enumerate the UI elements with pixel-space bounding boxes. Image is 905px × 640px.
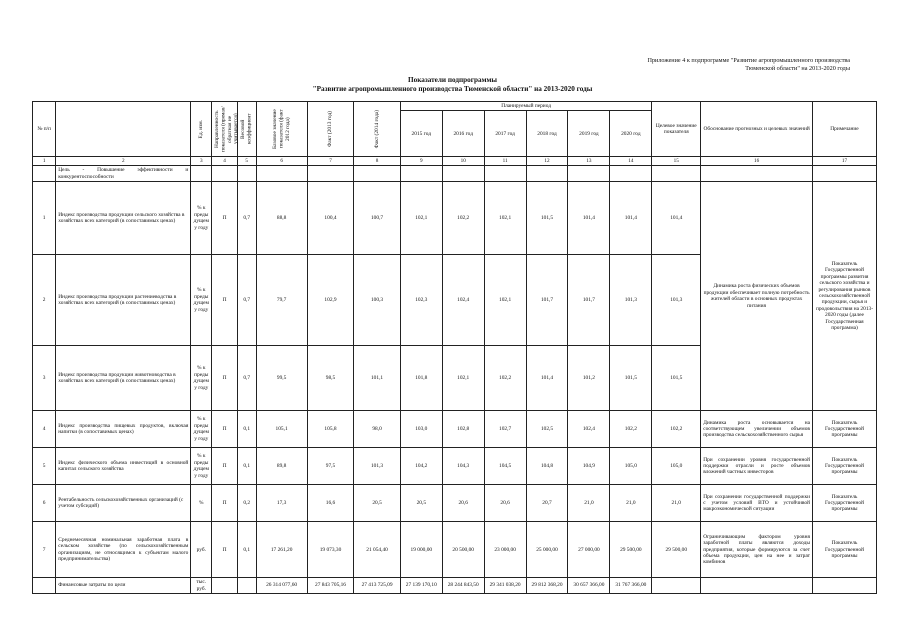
finance-name: Финансовые затраты по цели xyxy=(56,578,191,594)
year-2015-cell: 19 000,00 xyxy=(400,522,442,578)
unit-cell: руб. xyxy=(191,522,212,578)
goal-row xyxy=(33,166,877,182)
year-2018-cell: 101,7 xyxy=(526,255,568,346)
fact-2013-cell: 16,6 xyxy=(307,485,354,522)
year-2020-cell: 21,0 xyxy=(610,485,652,522)
header-2019: 2019 год xyxy=(568,111,610,157)
header-row xyxy=(33,102,877,111)
fact-2014-cell: 101,3 xyxy=(354,448,401,485)
row-number: 4 xyxy=(33,411,56,448)
year-2019-cell: 101,4 xyxy=(568,182,610,255)
colnum: 4 xyxy=(212,157,238,166)
year-2015-cell: 102,3 xyxy=(400,255,442,346)
weight-cell: 0,7 xyxy=(237,346,256,411)
year-2015-cell: 101,8 xyxy=(400,346,442,411)
year-2015-cell: 104,2 xyxy=(400,448,442,485)
column-number-row xyxy=(33,157,877,166)
fact-2014-cell: 100,7 xyxy=(354,182,401,255)
year-2019-cell: 27 000,00 xyxy=(568,522,610,578)
year-2016-cell: 20,6 xyxy=(442,485,484,522)
colnum: 13 xyxy=(568,157,610,166)
base-cell: 17,3 xyxy=(256,485,307,522)
fact-2014-cell: 98,0 xyxy=(354,411,401,448)
direction-cell: П xyxy=(212,448,238,485)
year-2018-cell: 25 000,00 xyxy=(526,522,568,578)
header-name xyxy=(56,102,191,157)
header-2018: 2018 год xyxy=(526,111,568,157)
header-planned: Планируемый период xyxy=(400,102,651,111)
weight-cell: 0,1 xyxy=(237,522,256,578)
row-number: 5 xyxy=(33,448,56,485)
title-line-1: Показатели подпрограммы xyxy=(408,76,497,84)
target-cell: 29 500,00 xyxy=(652,522,701,578)
fact-2013-cell: 105,8 xyxy=(307,411,354,448)
direction-cell: П xyxy=(212,485,238,522)
year-2019-cell: 101,7 xyxy=(568,255,610,346)
target-cell: 102,2 xyxy=(652,411,701,448)
title-line-2: "Развитие агропромышленного производства Тюменской области" на 2013-2020 годы xyxy=(312,85,593,93)
target-cell: 105,0 xyxy=(652,448,701,485)
colnum: 3 xyxy=(191,157,212,166)
finance-fact-2013-cell: 27 843 705,16 xyxy=(307,578,354,594)
justification-cell: Динамика роста основывается на соответствующем увеличении объемов производства сельскохозяйственного сырья xyxy=(701,411,813,448)
year-2015-cell: 20,5 xyxy=(400,485,442,522)
finance-2016-cell: 28 244 843,50 xyxy=(442,578,484,594)
header-fact-2013: Факт (2013 год) xyxy=(307,102,354,157)
indicator-name: Индекс производства продукции растениеводства в хозяйствах всех категорий (в сопоставимых ценах) xyxy=(56,255,191,346)
unit-cell: % к преды дущем у году xyxy=(191,448,212,485)
year-2017-cell: 102,2 xyxy=(484,346,526,411)
finance-fact-2014-cell: 27 413 725,09 xyxy=(354,578,401,594)
unit-cell: % к преды дущем у году xyxy=(191,411,212,448)
year-2018-cell: 101,5 xyxy=(526,182,568,255)
justification-cell: Ограничивающим фактором уровня заработной платы являются доходы предприятия, которые формируются за счет объема продукции, цен на нее и затрат комбинов xyxy=(701,522,813,578)
colnum: 9 xyxy=(400,157,442,166)
page-title xyxy=(0,76,905,94)
finance-row xyxy=(33,578,877,594)
colnum: 16 xyxy=(701,157,813,166)
indicator-name: Индекс производства продукции животноводства в хозяйствах всех категорий (в сопоставимых ценах) xyxy=(56,346,191,411)
fact-2013-cell: 19 073,30 xyxy=(307,522,354,578)
year-2016-cell: 102,1 xyxy=(442,346,484,411)
header-note: Примечание xyxy=(812,102,876,157)
colnum: 11 xyxy=(484,157,526,166)
year-2017-cell: 102,1 xyxy=(484,182,526,255)
colnum: 5 xyxy=(237,157,256,166)
base-cell: 17 261,20 xyxy=(256,522,307,578)
colnum: 7 xyxy=(307,157,354,166)
year-2018-cell: 102,5 xyxy=(526,411,568,448)
year-2018-cell: 101,4 xyxy=(526,346,568,411)
weight-cell: 0,1 xyxy=(237,411,256,448)
year-2020-cell: 105,0 xyxy=(610,448,652,485)
year-2017-cell: 104,5 xyxy=(484,448,526,485)
row-number: 3 xyxy=(33,346,56,411)
year-2019-cell: 104,9 xyxy=(568,448,610,485)
finance-2015-cell: 27 139 170,10 xyxy=(400,578,442,594)
justification-cell: При сохранении уровня государственной поддержки отрасли и росте объемов вложений частных инвесторов xyxy=(701,448,813,485)
header-base: Базовое значение показателя (факт 2012 года) xyxy=(256,102,307,157)
finance-2019-cell: 30 657 366,00 xyxy=(568,578,610,594)
year-2020-cell: 101,5 xyxy=(610,346,652,411)
note-cell: Показатель Государственной программы xyxy=(812,522,876,578)
header-2015: 2015 год xyxy=(400,111,442,157)
table-row xyxy=(33,448,877,485)
fact-2013-cell: 98,5 xyxy=(307,346,354,411)
year-2020-cell: 101,3 xyxy=(610,255,652,346)
weight-cell: 0,7 xyxy=(237,255,256,346)
colnum: 17 xyxy=(812,157,876,166)
direction-cell: П xyxy=(212,522,238,578)
header-2020: 2020 год xyxy=(610,111,652,157)
finance-2020-cell: 31 767 366,00 xyxy=(610,578,652,594)
header-unit: Ед. изм. xyxy=(191,102,212,157)
table-row xyxy=(33,485,877,522)
year-2019-cell: 21,0 xyxy=(568,485,610,522)
year-2017-cell: 102,7 xyxy=(484,411,526,448)
colnum: 2 xyxy=(56,157,191,166)
base-cell: 79,7 xyxy=(256,255,307,346)
weight-cell: 0,2 xyxy=(237,485,256,522)
note-cell: Показатель Государственной программы xyxy=(812,411,876,448)
justification-cell: Динамика роста физических объемов продукции обеспечивает полную потребность жителей области в основных продуктах питания xyxy=(701,182,813,411)
header-2017: 2017 год xyxy=(484,111,526,157)
base-cell: 88,8 xyxy=(256,182,307,255)
row-number: 6 xyxy=(33,485,56,522)
indicator-name: Индекс производства продукции сельского хозяйства в хозяйствах всех категорий (в сопоставимых ценах) xyxy=(56,182,191,255)
base-cell: 89,8 xyxy=(256,448,307,485)
unit-cell: % к преды дущем у году xyxy=(191,182,212,255)
target-cell: 21,0 xyxy=(652,485,701,522)
header-weight: Весовой коэффициент xyxy=(237,102,256,157)
year-2019-cell: 102,4 xyxy=(568,411,610,448)
goal-text: Цель - Повышение эффективности и конкурентоспособности xyxy=(56,166,191,182)
colnum: 12 xyxy=(526,157,568,166)
colnum: 6 xyxy=(256,157,307,166)
direction-cell: П xyxy=(212,346,238,411)
direction-cell: П xyxy=(212,182,238,255)
weight-cell: 0,1 xyxy=(237,448,256,485)
target-cell: 101,3 xyxy=(652,255,701,346)
colnum: 1 xyxy=(33,157,56,166)
year-2016-cell: 102,4 xyxy=(442,255,484,346)
header-fact-2014: Факт (2014 года) xyxy=(354,102,401,157)
fact-2013-cell: 100,4 xyxy=(307,182,354,255)
year-2018-cell: 104,8 xyxy=(526,448,568,485)
row-number: 1 xyxy=(33,182,56,255)
colnum: 15 xyxy=(652,157,701,166)
base-cell: 105,1 xyxy=(256,411,307,448)
year-2016-cell: 104,3 xyxy=(442,448,484,485)
fact-2014-cell: 21 054,40 xyxy=(354,522,401,578)
year-2017-cell: 102,1 xyxy=(484,255,526,346)
indicator-name: Индекс производства пищевых продуктов, включая напитки (в сопоставимых ценах) xyxy=(56,411,191,448)
fact-2013-cell: 102,9 xyxy=(307,255,354,346)
table-row xyxy=(33,182,877,255)
direction-cell: П xyxy=(212,255,238,346)
fact-2014-cell: 20,5 xyxy=(354,485,401,522)
colnum: 8 xyxy=(354,157,401,166)
header-target: Целевое значение показателя xyxy=(652,102,701,157)
note-cell: Показатель Государственной программы xyxy=(812,448,876,485)
header-num: № п/п xyxy=(33,102,56,157)
year-2016-cell: 102,2 xyxy=(442,182,484,255)
appendix-line-2: Тюменской области" на 2013-2020 годы xyxy=(745,65,850,72)
year-2015-cell: 102,1 xyxy=(400,182,442,255)
note-cell: Показатель Государственной программы развития сельского хозяйства и регулирования рынков сельскохозяйственной продукции, сырья и продовольствия на 2013-2020 годы (далее Государственная программа) xyxy=(812,182,876,411)
finance-base-cell: 26 314 077,60 xyxy=(256,578,307,594)
year-2020-cell: 29 500,00 xyxy=(610,522,652,578)
year-2020-cell: 101,4 xyxy=(610,182,652,255)
year-2019-cell: 101,2 xyxy=(568,346,610,411)
justification-cell: При сохранении государственной поддержки с учетом условий ВТО и устойчивой макроэкономической ситуации xyxy=(701,485,813,522)
target-cell: 101,5 xyxy=(652,346,701,411)
finance-2017-cell: 29 341 038,20 xyxy=(484,578,526,594)
indicator-name: Рентабельность сельскохозяйственных организаций (с учетом субсидий) xyxy=(56,485,191,522)
year-2015-cell: 103,0 xyxy=(400,411,442,448)
year-2020-cell: 102,2 xyxy=(610,411,652,448)
indicator-name: Среднемесячная номинальная заработная плата в сельском хозяйстве (по сельскохозяйственным организациям, не относящимся к субъектам малого предпринимательства) xyxy=(56,522,191,578)
colnum: 10 xyxy=(442,157,484,166)
year-2018-cell: 20,7 xyxy=(526,485,568,522)
unit-cell: % к преды дущем у году xyxy=(191,255,212,346)
fact-2013-cell: 97,5 xyxy=(307,448,354,485)
finance-2018-cell: 29 812 368,20 xyxy=(526,578,568,594)
header-justification: Обоснование прогнозных и целевых значений xyxy=(701,102,813,157)
note-cell: Показатель Государственной программы xyxy=(812,485,876,522)
fact-2014-cell: 100,3 xyxy=(354,255,401,346)
weight-cell: 0,7 xyxy=(237,182,256,255)
indicator-name: Индекс физического объема инвестиций в основной капитал сельского хозяйства xyxy=(56,448,191,485)
indicators-table xyxy=(32,101,877,594)
header-2016: 2016 год xyxy=(442,111,484,157)
colnum: 14 xyxy=(610,157,652,166)
year-2016-cell: 20 500,00 xyxy=(442,522,484,578)
table-row xyxy=(33,411,877,448)
base-cell: 99,5 xyxy=(256,346,307,411)
direction-cell: П xyxy=(212,411,238,448)
fact-2014-cell: 101,1 xyxy=(354,346,401,411)
row-number: 2 xyxy=(33,255,56,346)
year-2016-cell: 102,8 xyxy=(442,411,484,448)
header-direction: Направленность показателя (прямая/обратная не учитывается) xyxy=(212,102,238,157)
unit-cell: % xyxy=(191,485,212,522)
finance-unit: тыс. руб. xyxy=(191,578,212,594)
appendix-line-1: Приложение 4 к подпрограмме "Развитие агропромышленного производства xyxy=(647,57,850,64)
table-row xyxy=(33,522,877,578)
year-2017-cell: 23 000,00 xyxy=(484,522,526,578)
row-number: 7 xyxy=(33,522,56,578)
unit-cell: % к преды дущем у году xyxy=(191,346,212,411)
appendix-caption xyxy=(647,57,850,73)
target-cell: 101,4 xyxy=(652,182,701,255)
year-2017-cell: 20,6 xyxy=(484,485,526,522)
